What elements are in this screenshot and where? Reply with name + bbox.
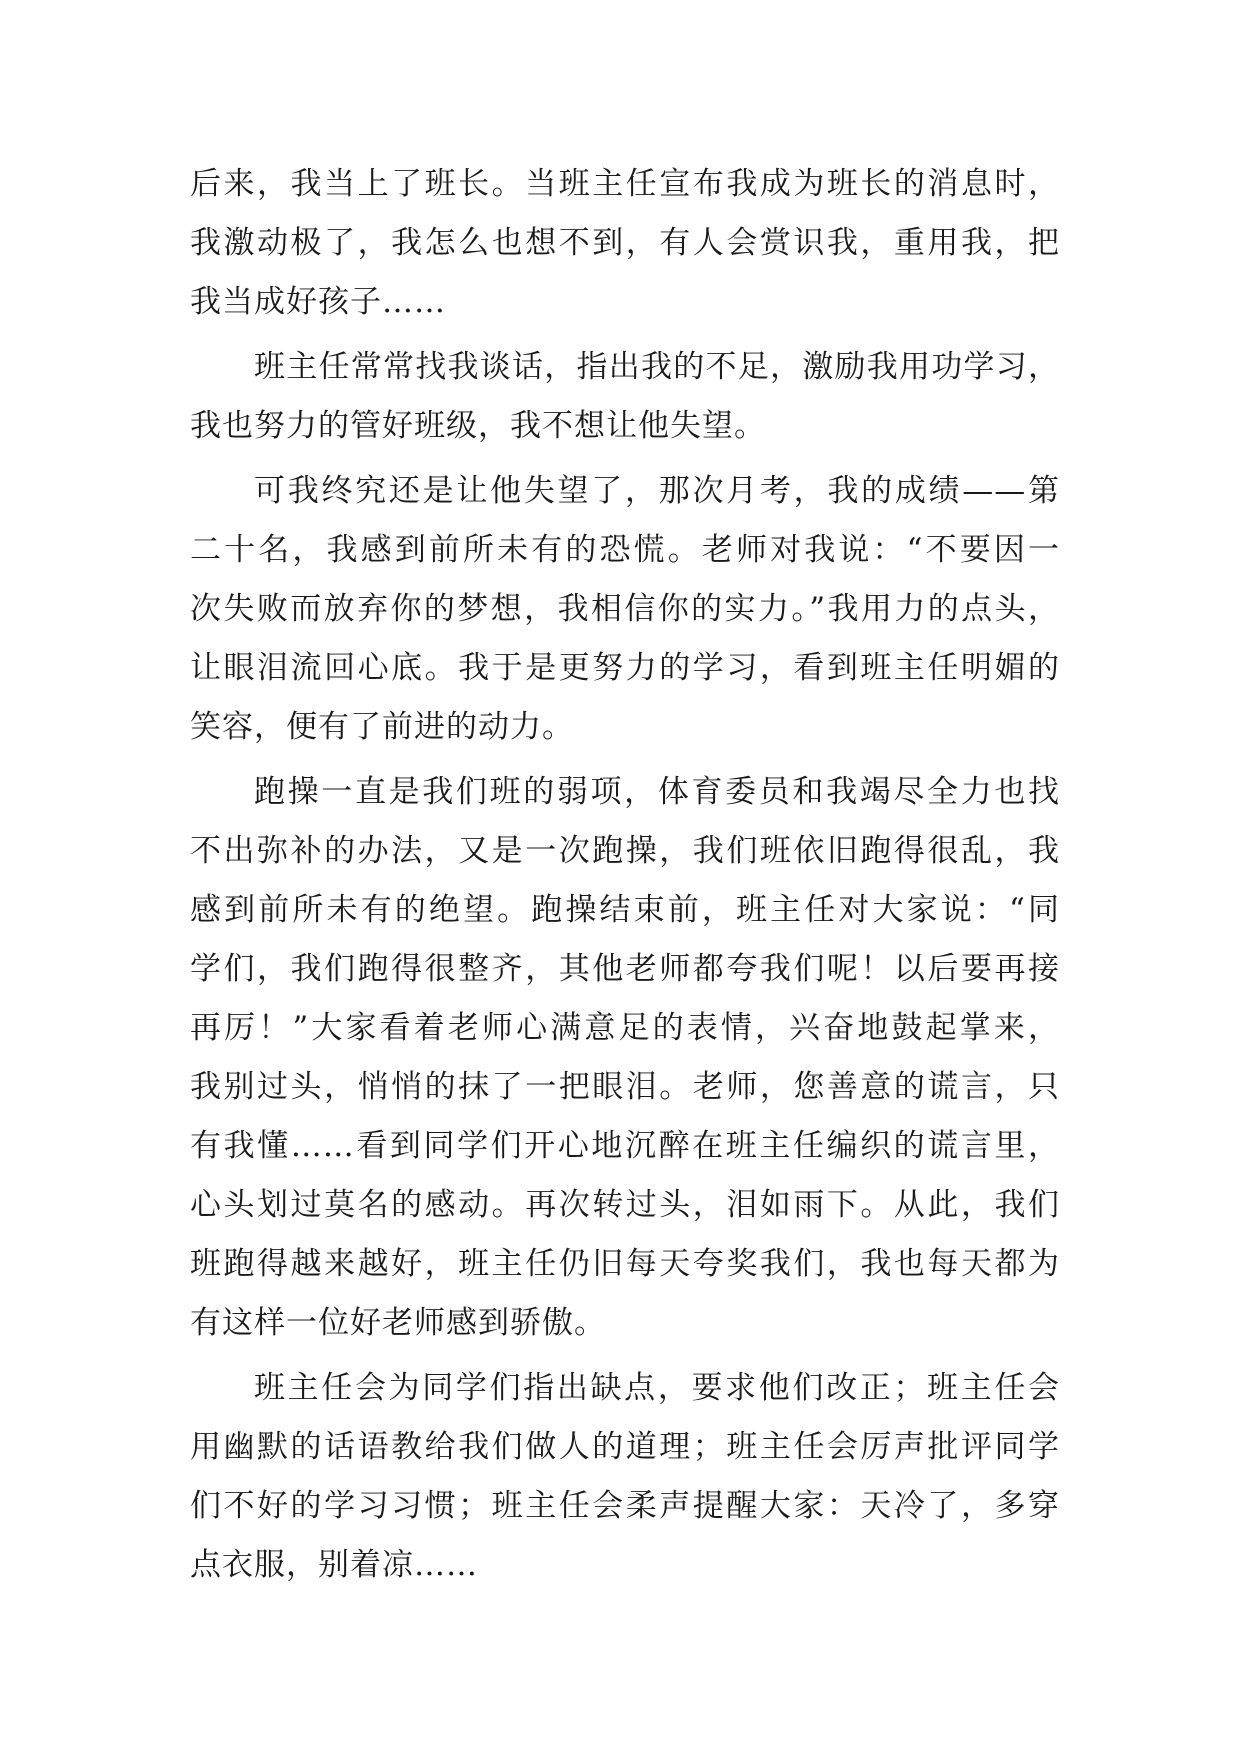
text-line: 班主任会为同学们指出缺点，要求他们改正；班主任会 [254,1370,1060,1406]
paragraph [190,338,1060,456]
text-line: 可我终究还是让他失望了，那次月考，我的成绩——第 [254,473,1060,509]
text-line: 用幽默的话语教给我们做人的道理；班主任会厉声批评同学 [190,1429,1060,1465]
text-line: 我当成好孩子…… [190,284,446,320]
document-body [190,155,1060,1595]
text-line: 我激动极了，我怎么也想不到，有人会赏识我，重用我，把 [190,225,1060,261]
text-line: 感到前所未有的绝望。跑操结束前，班主任对大家说：“同 [190,892,1060,928]
text-line: 心头划过莫名的感动。再次转过头，泪如雨下。从此，我们 [190,1187,1060,1223]
text-line: 次失败而放弃你的梦想，我相信你的实力。”我用力的点头， [190,591,1060,627]
text-line: 班跑得越来越好，班主任仍旧每天夸奖我们，我也每天都为 [190,1246,1060,1282]
text-line: 学们，我们跑得很整齐，其他老师都夸我们呢！以后要再接 [190,951,1060,987]
text-line: 再厉！”大家看着老师心满意足的表情，兴奋地鼓起掌来， [190,1010,1060,1046]
paragraph [190,155,1060,332]
paragraph [190,763,1060,1353]
text-line: 们不好的学习习惯；班主任会柔声提醒大家：天冷了，多穿 [190,1488,1060,1524]
text-line: 笑容，便有了前进的动力。 [190,709,574,745]
text-line: 有这样一位好老师感到骄傲。 [190,1305,606,1341]
text-line: 点衣服，别着凉…… [190,1547,478,1583]
text-line: 我也努力的管好班级，我不想让他失望。 [190,408,766,444]
text-line: 班主任常常找我谈话，指出我的不足，激励我用功学习， [254,349,1060,385]
text-line: 不出弥补的办法，又是一次跑操，我们班依旧跑得很乱，我 [190,833,1060,869]
text-line: 二十名，我感到前所未有的恐慌。老师对我说：“不要因一 [190,532,1060,568]
text-line: 让眼泪流回心底。我于是更努力的学习，看到班主任明媚的 [190,650,1060,686]
text-line: 后来，我当上了班长。当班主任宣布我成为班长的消息时， [190,166,1060,202]
paragraph [190,462,1060,757]
paragraph [190,1359,1060,1595]
text-line: 有我懂……看到同学们开心地沉醉在班主任编织的谎言里， [190,1128,1060,1164]
text-line: 我别过头，悄悄的抹了一把眼泪。老师，您善意的谎言，只 [190,1069,1060,1105]
text-line: 跑操一直是我们班的弱项，体育委员和我竭尽全力也找 [254,774,1060,810]
